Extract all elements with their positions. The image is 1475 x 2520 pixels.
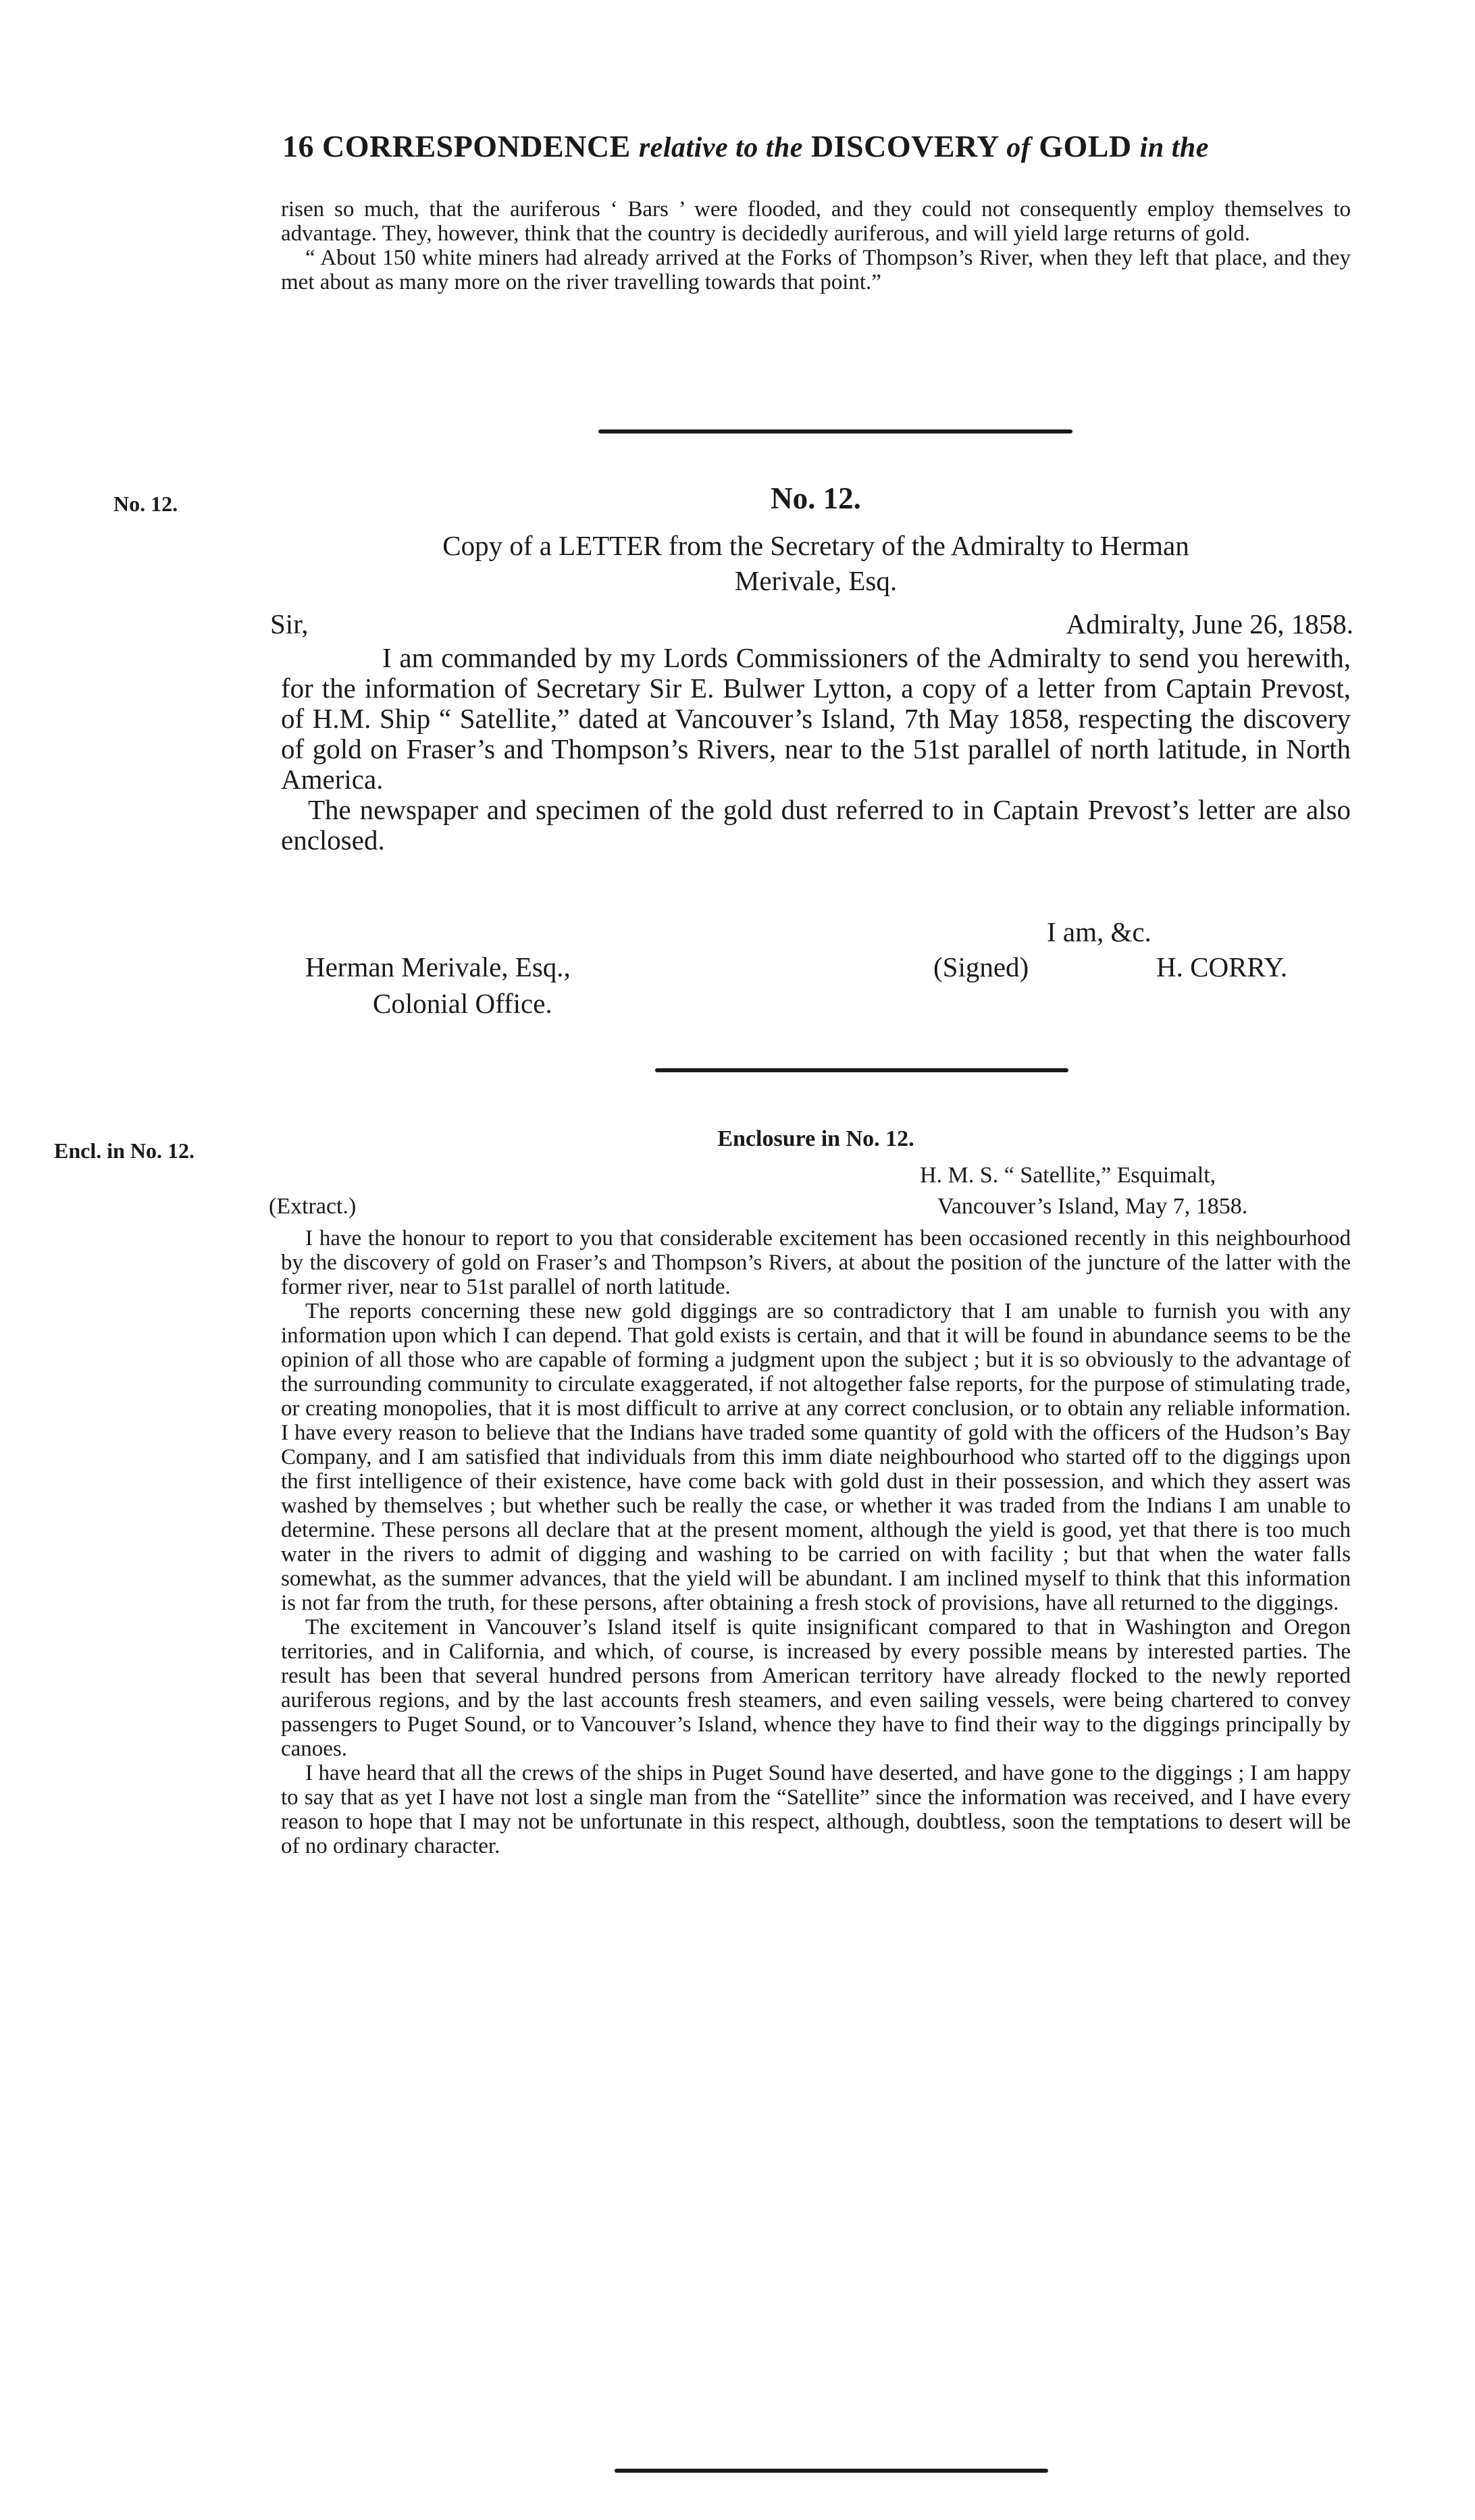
letter-place-date: Admiralty, June 26, 1858. bbox=[1066, 608, 1353, 639]
signed-label: (Signed) bbox=[933, 951, 1029, 982]
letter-paragraph-1: I am commanded by my Lords Commissioners of the Admiralty to send you herewith, for the information of Secretary Sir E. Bulwer Lytton, a copy of a letter from Captain Prevost, of H.M. Ship “ Satellite,” dated at Vancouver’s Island, 7th May 1858, respecting the discovery of gold on Fraser’s and Thompson’s Rivers, near to the 51st parallel of north latitude, in North America. bbox=[281, 642, 1351, 795]
page-number: 16 bbox=[282, 129, 314, 163]
letter-number: No. 12. bbox=[771, 481, 861, 515]
extract-label: (Extract.) bbox=[269, 1194, 357, 1219]
section-divider-2 bbox=[655, 1068, 1068, 1072]
letter-closing: I am, &c. bbox=[1047, 916, 1151, 947]
continued-paragraph: risen so much, that the auriferous ‘ Bars ’ were flooded, and they could not consequently employ themselves to advantage. They, however, think that the country is decidedly auriferous, and will yield large returns of gold. bbox=[281, 197, 1351, 246]
letter-title-line1: Copy of a LETTER from the Secretary of the Admiralty to Herman bbox=[442, 530, 1189, 561]
enclosure-paragraph-4: I have heard that all the crews of the ships in Puget Sound have deserted, and have gone to the diggings ; I am happy to say that as yet I have not lost a single man from the “Satellite” since the information was received, and I have every reason to hope that I may not be unfortunate in this respect, although, doubtless, soon the temptations to desert will be of no ordinary character. bbox=[281, 1761, 1351, 1858]
salutation: Sir, bbox=[270, 608, 309, 639]
letter-paragraph-2: The newspaper and specimen of the gold dust referred to in Captain Prevost’s letter are also enclosed. bbox=[281, 794, 1351, 856]
addressee-office: Colonial Office. bbox=[373, 988, 552, 1019]
header-gold: GOLD bbox=[1039, 129, 1132, 163]
header-correspondence: CORRESPONDENCE bbox=[322, 129, 631, 163]
running-header bbox=[282, 128, 1363, 164]
margin-label-no12: No. 12. bbox=[113, 492, 178, 516]
enclosure-paragraph-3: The excitement in Vancouver’s Island itself is quite insignificant compared to that in Washington and Oregon territories, and in California, and which, of course, is increased by every possible means by interested parties. The result has been that several hundred persons from American territory have already flocked to the newly reported auriferous regions, and by the last accounts fresh steamers, and even sailing vessels, were being chartered to convey passengers to Puget Sound, or to Vancouver’s Island, whence they have to find their way to the diggings principally by canoes. bbox=[281, 1615, 1351, 1761]
header-discovery: DISCOVERY bbox=[810, 129, 999, 163]
margin-label-enclosure: Encl. in No. 12. bbox=[54, 1138, 195, 1163]
letter-body bbox=[281, 643, 1351, 856]
enclosure-body bbox=[281, 1226, 1351, 1858]
section-divider bbox=[598, 429, 1072, 434]
enclosure-place-line2: Vancouver’s Island, May 7, 1858. bbox=[937, 1194, 1248, 1219]
addressee-name: Herman Merivale, Esq., bbox=[305, 951, 571, 982]
header-of: of bbox=[1006, 132, 1031, 163]
continued-text bbox=[281, 197, 1351, 294]
header-relative: relative to the bbox=[638, 132, 803, 163]
enclosure-paragraph-2: The reports concerning these new gold diggings are so contradictory that I am unable to furnish you with any information upon which I can depend. That gold exists is certain, and that it will be found in abundance seems to be the opinion of all those who are capable of forming a judgment upon the subject ; but it is so obviously to the advantage of the surrounding community to circulate exaggerated, if not altogether false reports, for the purpose of stimulating trade, or creating monopolies, that it is most difficult to arrive at any correct conclusion, or to obtain any reliable information. I have every reason to believe that the Indians have traded some quantity of gold with the officers of the Hudson’s Bay Company, and I am satisfied that individuals from this imm diate neighbourhood who started off to the diggings upon the first intelligence of their existence, have come back with gold dust in their possession, and which they assert was washed by themselves ; but whether such be really the case, or whether it was traded from the Indians I am unable to determine. These persons all declare that at the present moment, although the yield is good, yet that there is too much water in the rivers to admit of digging and washing to be carried on with facility ; but that when the water falls somewhat, as the summer advances, that the yield will be abundant. I am inclined myself to think that this information is not far from the truth, for these persons, after obtaining a fresh stock of provisions, have all returned to the diggings. bbox=[281, 1299, 1351, 1615]
enclosure-place-line1: H. M. S. “ Satellite,” Esquimalt, bbox=[920, 1163, 1216, 1188]
end-divider bbox=[615, 2469, 1048, 2473]
letter-title-line2: Merivale, Esq. bbox=[734, 565, 898, 596]
quoted-paragraph: “ About 150 white miners had already arrived at the Forks of Thompson’s River, when they left that place, and they met about as many more on the river travelling towards that point.” bbox=[281, 246, 1351, 294]
enclosure-title: Enclosure in No. 12. bbox=[717, 1126, 914, 1151]
signer-name: H. CORRY. bbox=[1156, 951, 1288, 982]
header-in-the: in the bbox=[1139, 132, 1209, 163]
enclosure-paragraph-1: I have the honour to report to you that considerable excitement has been occasioned recently in this neighbourhood by the discovery of gold on Fraser’s and Thompson’s Rivers, at about the position of the juncture of the latter with the former river, near to 51st parallel of north latitude. bbox=[281, 1226, 1351, 1299]
